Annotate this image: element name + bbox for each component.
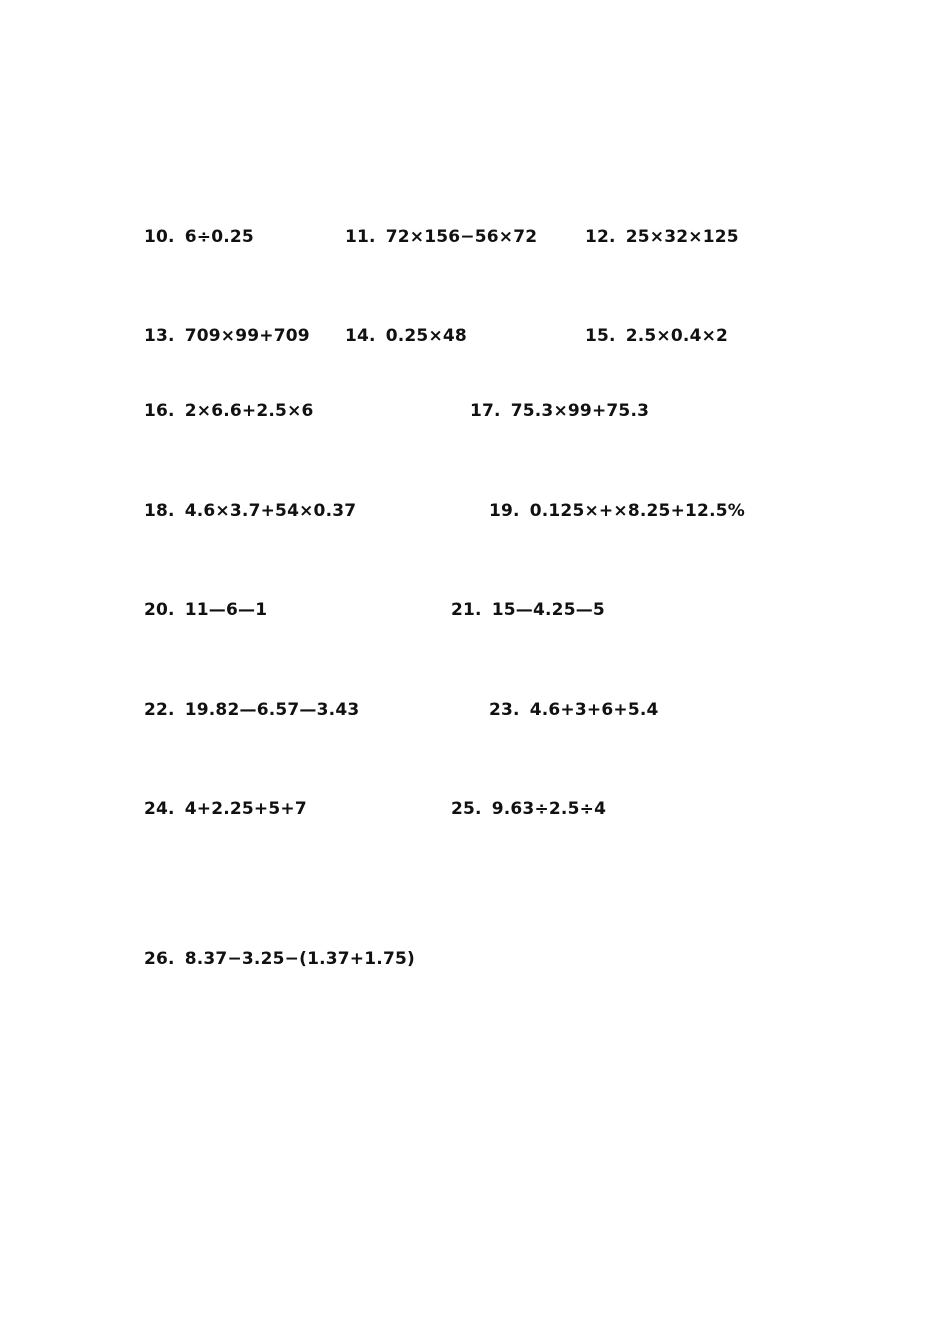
problem-expression: 9.63÷2.5÷4	[491, 799, 607, 819]
problem-number: 14.	[345, 326, 376, 346]
problem-21	[451, 600, 605, 620]
problem-19	[489, 501, 745, 521]
problem-expression: 75.3×99+75.3	[510, 401, 650, 421]
problem-expression: 2×6.6+2.5×6	[184, 401, 314, 421]
problem-expression: 4.6+3+6+5.4	[529, 700, 659, 720]
problem-expression: 15—4.25—5	[491, 600, 605, 620]
problem-24	[144, 799, 307, 819]
problem-expression: 4+2.25+5+7	[184, 799, 307, 819]
problem-10	[144, 227, 254, 247]
problem-expression: 19.82—6.57—3.43	[184, 700, 360, 720]
problem-number: 25.	[451, 799, 482, 819]
problem-number: 12.	[585, 227, 616, 247]
problem-26	[144, 949, 415, 969]
problem-11	[345, 227, 537, 247]
problem-18	[144, 501, 356, 521]
problem-expression: 0.125×+×8.25+12.5%	[529, 501, 745, 521]
problem-number: 17.	[470, 401, 501, 421]
problem-number: 22.	[144, 700, 175, 720]
problem-14	[345, 326, 467, 346]
problem-15	[585, 326, 728, 346]
problem-13	[144, 326, 310, 346]
problem-number: 23.	[489, 700, 520, 720]
problem-expression: 11—6—1	[184, 600, 268, 620]
problem-23	[489, 700, 659, 720]
problem-expression: 709×99+709	[184, 326, 310, 346]
problem-number: 24.	[144, 799, 175, 819]
problem-expression: 6÷0.25	[184, 227, 254, 247]
problem-number: 11.	[345, 227, 376, 247]
problem-12	[585, 227, 739, 247]
problem-expression: 25×32×125	[625, 227, 739, 247]
problem-17	[470, 401, 649, 421]
problem-number: 16.	[144, 401, 175, 421]
problem-20	[144, 600, 267, 620]
problem-number: 21.	[451, 600, 482, 620]
problem-expression: 2.5×0.4×2	[625, 326, 729, 346]
problem-25	[451, 799, 606, 819]
problem-expression: 8.37−3.25−(1.37+1.75)	[184, 949, 415, 969]
problem-number: 10.	[144, 227, 175, 247]
problem-22	[144, 700, 359, 720]
problem-expression: 0.25×48	[385, 326, 467, 346]
problem-number: 20.	[144, 600, 175, 620]
problem-number: 19.	[489, 501, 520, 521]
problem-number: 13.	[144, 326, 175, 346]
problem-expression: 72×156−56×72	[385, 227, 538, 247]
problem-number: 18.	[144, 501, 175, 521]
problem-number: 26.	[144, 949, 175, 969]
problem-16	[144, 401, 314, 421]
problem-number: 15.	[585, 326, 616, 346]
problem-expression: 4.6×3.7+54×0.37	[184, 501, 357, 521]
